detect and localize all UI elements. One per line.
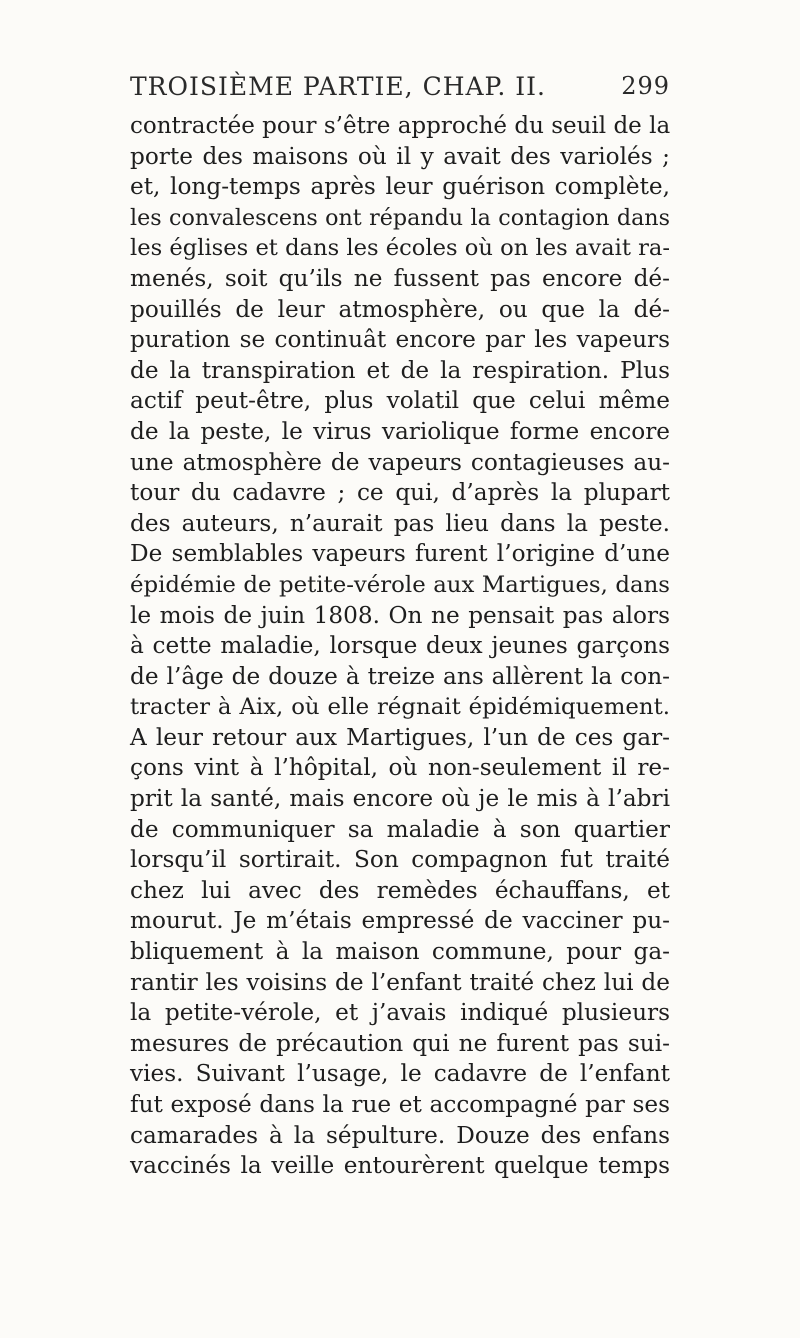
text-line: de l’âge de douze à treize ans allèrent la con-	[130, 662, 670, 690]
text-line: lorsqu’il sortirait. Son compagnon fut traité	[130, 846, 670, 874]
text-line: camarades à la sépulture. Douze des enfans	[130, 1121, 670, 1149]
text-line: de communiquer sa maladie à son quartier	[130, 815, 670, 843]
text-line: épidémie de petite-vérole aux Martigues, dans	[130, 571, 670, 598]
text-line: la petite-vérole, et j’avais indiqué plusieurs	[130, 999, 670, 1027]
text-line: contractée pour s’être approché du seuil de la	[130, 113, 671, 139]
text-line: fut exposé dans la rue et accompagné par ses	[130, 1091, 670, 1118]
text-line: De semblables vapeurs furent l’origine d’une	[130, 540, 670, 568]
text-line: des auteurs, n’aurait pas lieu dans la peste.	[130, 509, 670, 537]
text-line: tracter à Aix, où elle régnait épidémiquement.	[130, 694, 670, 721]
text-line: puration se continuât encore par les vapeurs	[130, 326, 670, 354]
text-line: porte des maisons où il y avait des variolés ;	[130, 142, 670, 170]
text-line: rantir les voisins de l’enfant traité chez lui de	[130, 968, 670, 996]
text-line: à cette maladie, lorsque deux jeunes garçons	[130, 632, 670, 660]
text-line: mourut. Je m’étais empressé de vacciner pu-	[130, 907, 670, 935]
text-line: bliquement à la maison commune, pour ga-	[130, 938, 670, 966]
running-title: TROISIÈME PARTIE, CHAP. II.	[130, 72, 546, 101]
text-line: prit la santé, mais encore où je le mis à l’abri	[130, 785, 670, 813]
text-line: chez lui avec des remèdes échauffans, et	[130, 876, 670, 904]
text-line: vies. Suivant l’usage, le cadavre de l’enfant	[130, 1060, 670, 1088]
text-line: de la transpiration et de la respiration. Plus	[130, 356, 670, 384]
text-line: et, long-temps après leur guérison complète,	[130, 173, 670, 201]
text-line: pouillés de leur atmosphère, ou que la dé-	[130, 295, 670, 323]
text-line: les églises et dans les écoles où on les avait ra-	[130, 235, 670, 262]
text-line: actif peut-être, plus volatil que celui même	[130, 387, 670, 415]
body-text	[130, 111, 670, 1182]
text-line: vaccinés la veille entourèrent quelque temps	[130, 1152, 670, 1180]
text-line: tour du cadavre ; ce qui, d’après la plupart	[130, 479, 670, 507]
text-line: mesures de précaution qui ne furent pas sui-	[130, 1029, 670, 1057]
text-line: A leur retour aux Martigues, l’un de ces gar-	[130, 723, 670, 751]
text-line: menés, soit qu’ils ne fussent pas encore dé-	[130, 264, 670, 292]
text-line: de la peste, le virus variolique forme encore	[130, 417, 670, 445]
page-number: 299	[621, 72, 670, 100]
text-line: une atmosphère de vapeurs contagieuses au-	[130, 448, 670, 476]
text-line: çons vint à l’hôpital, où non-seulement il re-	[130, 754, 670, 782]
text-line: le mois de juin 1808. On ne pensait pas alors	[130, 601, 670, 629]
text-line: les convalescens ont répandu la contagion dans	[130, 204, 670, 231]
